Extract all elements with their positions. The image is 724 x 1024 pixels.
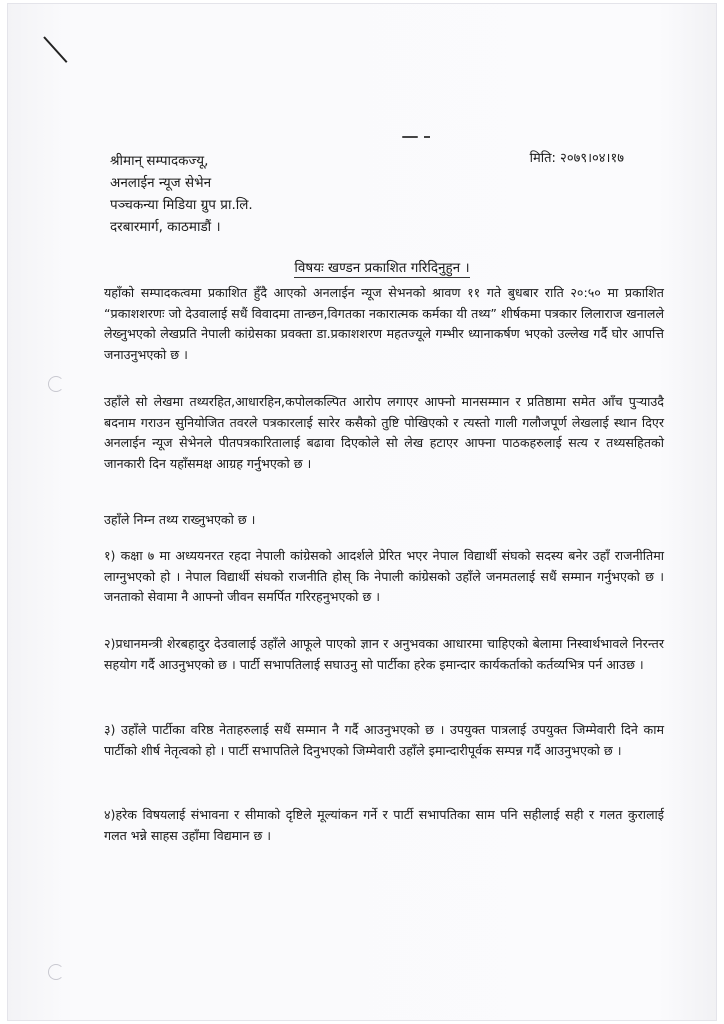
punch-hole <box>48 376 64 392</box>
address-line: अनलाईन न्यूज सेभेन <box>110 175 212 191</box>
paragraph-point-1: १) कक्षा ७ मा अध्ययनरत रहदा नेपाली कांग्रेसको आदर्शले प्रेरित भएर नेपाल विद्यार्थी संघको सदस्य बनेर उहाँ राजनीतिमा लाग्नुभएको हो । नेपाल विद्यार्थी संघको राजनीति होस् कि नेपाली कांग्रेसको उहाँले जनमतलाई सधैं सम्मान गर्नुभएको छ । जनताको सेवामा नै आफ्नो जीवन समर्पित गरिरहनुभएको छ । <box>104 548 664 604</box>
paragraph-objection: उहाँले सो लेखमा तथ्यरहित,आधारहिन,कपोलकल्पित आरोप लगाएर आफ्नो मानसम्मान र प्रतिष्ठामा समेत आँच पुर्‍याउदै बदनाम गराउन सुनियोजित तवरले पत्रकारलाई सारेर कसैको तुष्टि पोखिएको र त्यस्तो गाली गलौजपूर्ण लेखलाई स्थान दिएर अनलाईन न्यूज सेभेनले पीतपत्रकारितालाई बढावा दिएकोले सो लेख हटाएर आफ्ना पाठकहरुलाई सत्य र तथ्यसहितको जानकारी दिन यहाँसमक्ष आग्रह गर्नुभएको छ । <box>104 394 664 471</box>
paragraph-point-2: २)प्रधानमन्त्री शेरबहादुर देउवालाई उहाँले आफूले पाएको ज्ञान र अनुभवका आधारमा चाहिएको बेलामा निस्वार्थभावले निरन्तर सहयोग गर्दै आउनुभएको छ । पार्टी सभापतिलाई सघाउनु सो पार्टीका हरेक इमान्दार कार्यकर्ताको कर्तव्यभित्र पर्न आउछ । <box>104 636 664 672</box>
letter-subject-row <box>0 258 724 278</box>
paragraph-point-4: ४)हरेक विषयलाई संभावना र सीमाको दृष्टिले मूल्यांकन गर्ने र पार्टी सभापतिका साम पनि सहीलाई सही र गलत कुरालाई गलत भन्ने साहस उहाँमा विद्यमान छ । <box>104 807 664 843</box>
address-line: पञ्चकन्या मिडिया ग्रुप प्रा.लि. <box>110 197 253 213</box>
letter-subject: विषयः खण्डन प्रकाशित गरिदिनुहुन । <box>294 260 470 276</box>
address-line: दरबारमार्ग, काठमाडौं । <box>110 219 221 235</box>
paragraph-facts-heading: उहाँले निम्न तथ्य राख्नुभएको छ । <box>104 512 256 527</box>
pen-stroke-mark <box>43 36 67 63</box>
address-line: श्रीमान् सम्पादकज्यू, <box>110 153 209 169</box>
paragraph-intro: यहाँको सम्पादकत्वमा प्रकाशित हुँदै आएको अनलाईन न्यूज सेभनको श्रावण ११ गते बुधबार राति २०:५० मा प्रकाशित “प्रकाशशरणः जो देउवालाई सधैं विवादमा तान्छन,विगतका नकारात्मक कर्मका यी तथ्य” शीर्षकमा पत्रकार लिलाराज खनालले लेख्नुभएको लेखप्रति नेपाली कांग्रेसका प्रवक्ता डा.प्रकाशशरण महतज्यूले गम्भीर ध्यानाकर्षण भएको उल्लेख गर्दै घोर आपत्ति जनाउनुभएको छ । <box>104 285 664 362</box>
paragraph-point-3: ३) उहाँले पार्टीका वरिष्ठ नेताहरुलाई सधैं सम्मान नै गर्दै आउनुभएको छ । उपयुक्त पात्रलाई उपयुक्त जिम्मेवारी दिने काम पार्टीको शीर्ष नेतृत्वको हो । पार्टी सभापतिले दिनुभएको जिम्मेवारी उहाँले इमान्दारीपूर्वक सम्पन्न गर्दै आउनुभएको छ । <box>104 722 664 758</box>
punch-hole <box>48 964 64 980</box>
recipient-address <box>110 150 253 238</box>
scribble-mark <box>402 136 418 138</box>
letter-date: मिति: २०७९।०४।१७ <box>529 151 624 166</box>
